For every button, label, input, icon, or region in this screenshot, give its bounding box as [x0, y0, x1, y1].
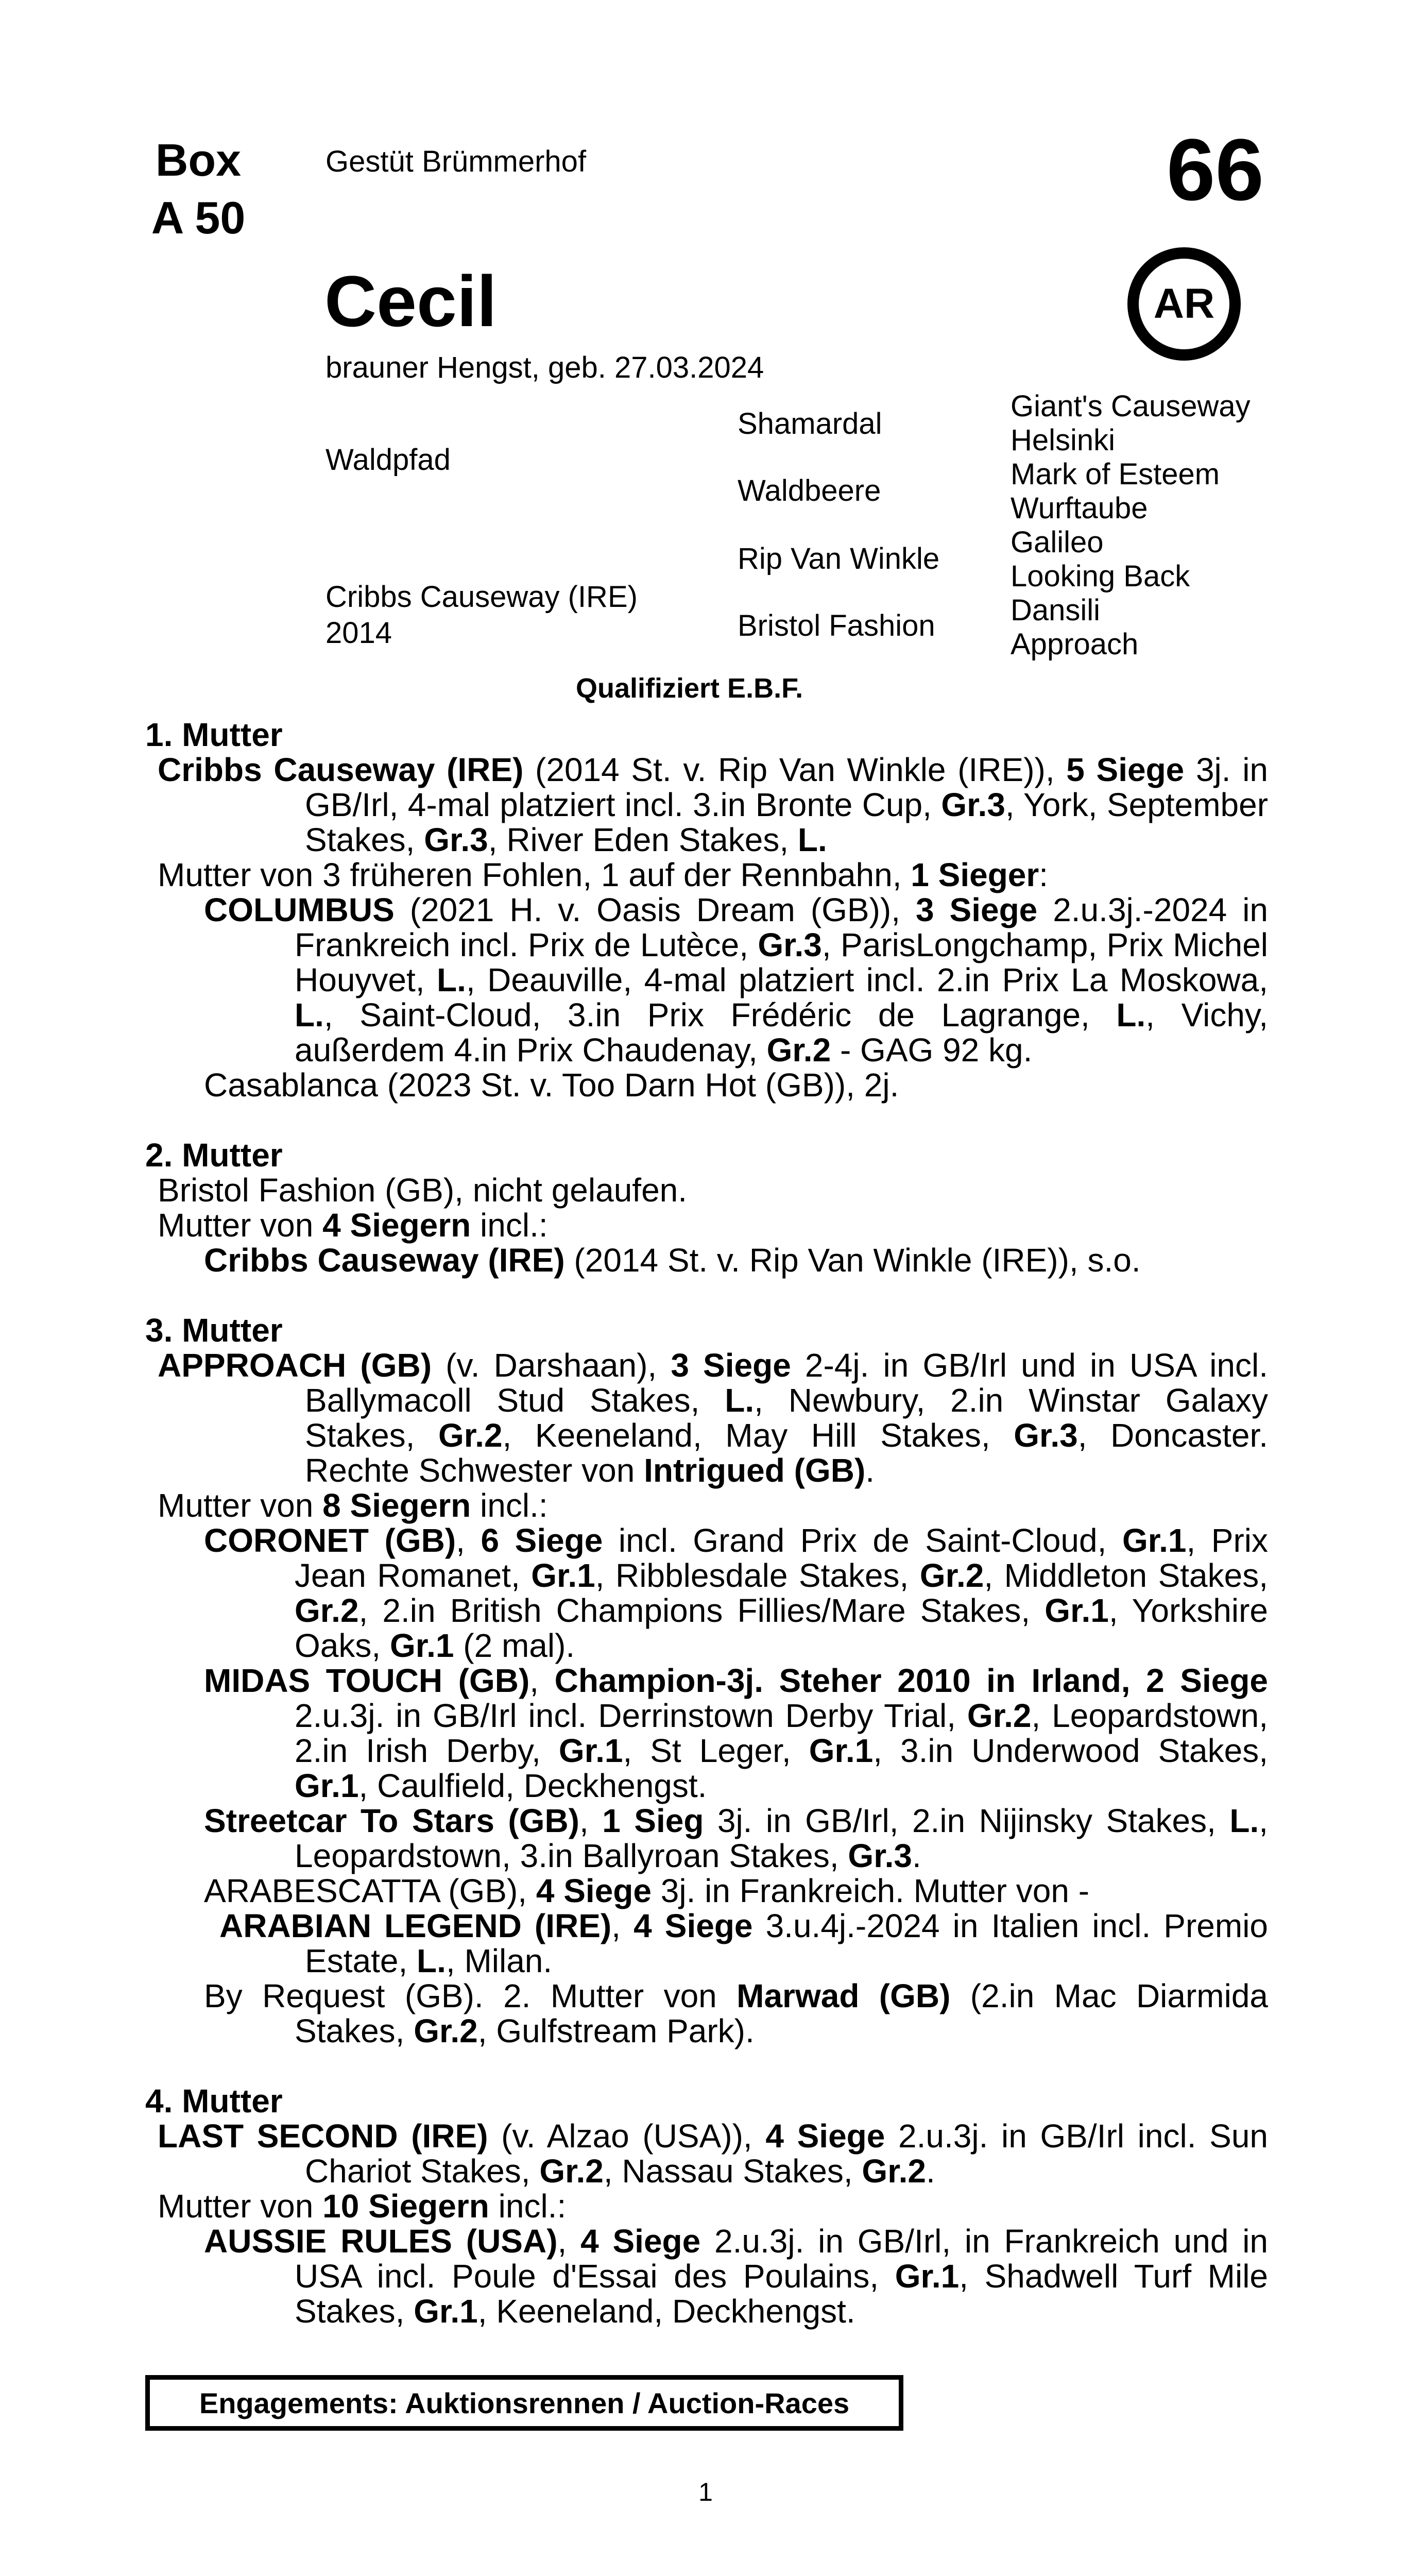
- box-number: A 50: [151, 192, 246, 243]
- pedigree-dam-year: 2014: [326, 616, 392, 650]
- bold-text: COLUMBUS: [204, 891, 395, 928]
- bold-text: L.: [437, 961, 466, 998]
- bold-text: MIDAS TOUCH (GB): [204, 1662, 530, 1699]
- pedigree-great-grandparent: Approach: [1011, 628, 1139, 661]
- bold-text: Gr.1: [389, 1627, 454, 1664]
- bold-text: L.: [295, 996, 324, 1033]
- bold-text: Gr.1: [531, 1557, 595, 1594]
- pedigree-grandparent: Shamardal: [738, 407, 882, 440]
- lot-number: 66: [1166, 121, 1264, 219]
- section-heading: 3. Mutter: [145, 1312, 283, 1349]
- bold-text: Gr.3: [848, 1837, 912, 1874]
- bold-text: Gr.2: [862, 2153, 926, 2190]
- pedigree-entry: COLUMBUS (2021 H. v. Oasis Dream (GB)), 3 Siege 2.u.3j.-2024 in Frankreich incl. Prix de Lutèce, Gr.3, ParisLongchamp, Prix Michel Houyvet, L., Deauville, 4-mal platziert incl. 2.in Prix La Moskowa, L., Saint-Cloud, 3.in Prix Frédéric de Lagrange, L., Vichy, außerdem 4.in Prix Chaudenay, Gr.2 - GAG 92 kg.: [204, 891, 1269, 1069]
- pedigree-entry: By Request (GB). 2. Mutter von Marwad (GB) (2.in Mac Diarmida Stakes, Gr.2, Gulfstream Park).: [204, 1977, 1268, 2049]
- bold-text: Gr.1: [558, 1732, 623, 1769]
- pedigree-entry: AUSSIE RULES (USA), 4 Siege 2.u.3j. in GB/Irl, in Frankreich und in USA incl. Poule d'Essai des Poulains, Gr.1, Shadwell Turf Mile Stakes, Gr.1, Keeneland, Deckhengst.: [204, 2223, 1269, 2330]
- bold-text: Gr.3: [424, 821, 488, 858]
- pedigree-great-grandparent: Mark of Esteem: [1011, 457, 1220, 491]
- pedigree-great-grandparent: Looking Back: [1011, 560, 1190, 593]
- bold-text: Gr.3: [941, 786, 1005, 823]
- bold-text: APPROACH (GB): [158, 1347, 432, 1384]
- bold-text: Gr.2: [295, 1592, 359, 1629]
- box-label: [149, 131, 247, 247]
- bold-text: 3 Siege: [915, 891, 1038, 928]
- bold-text: L.: [417, 1942, 446, 1979]
- bold-text: AUSSIE RULES (USA): [204, 2223, 558, 2260]
- bold-text: L.: [725, 1382, 755, 1419]
- bold-text: Gr.3: [1014, 1417, 1078, 1454]
- bold-text: Cribbs Causeway (IRE): [204, 1242, 565, 1279]
- bold-text: 1 Sieg: [602, 1802, 704, 1839]
- ar-badge-icon: [1127, 247, 1241, 361]
- pedigree-great-grandparent: Giant's Causeway: [1011, 389, 1251, 423]
- bold-text: 4 Siege: [580, 2223, 701, 2260]
- pedigree-great-grandparent: Dansili: [1011, 594, 1101, 627]
- bold-text: 4 Siege: [765, 2117, 885, 2155]
- pedigree-entry: Mutter von 4 Siegern incl.:: [158, 1207, 548, 1244]
- page-number: 1: [698, 2478, 713, 2506]
- bold-text: Gr.2: [919, 1557, 984, 1594]
- section-heading: 4. Mutter: [145, 2082, 283, 2120]
- bold-text: Gr.1: [414, 2293, 478, 2330]
- pedigree-dam: Cribbs Causeway (IRE): [326, 580, 638, 614]
- pedigree-grandparent: Waldbeere: [738, 474, 881, 507]
- bold-text: LAST SECOND (IRE): [158, 2117, 488, 2155]
- bold-text: 6 Siege: [481, 1522, 603, 1559]
- bold-text: 3 Siege: [671, 1347, 791, 1384]
- pedigree-entry: Streetcar To Stars (GB), 1 Sieg 3j. in GB/Irl, 2.in Nijinsky Stakes, L., Leopardstown, 3.in Ballyroan Stakes, Gr.3.: [204, 1802, 1269, 1874]
- stud-name: Gestüt Brümmerhof: [326, 145, 587, 178]
- pedigree-sire: Waldpfad: [326, 443, 451, 477]
- pedigree-great-grandparent: Wurftaube: [1011, 492, 1148, 525]
- bold-text: 4 Siege: [633, 1907, 753, 1944]
- pedigree-entry: Bristol Fashion (GB), nicht gelaufen.: [158, 1172, 688, 1209]
- box-word: Box: [155, 134, 242, 185]
- bold-text: Gr.1: [1045, 1592, 1109, 1629]
- pedigree-entry: MIDAS TOUCH (GB), Champion-3j. Steher 2010 in Irland, 2 Siege 2.u.3j. in GB/Irl incl. Derrinstown Derby Trial, Gr.2, Leopardstown, 2.in Irish Derby, Gr.1, St Leger, Gr.1, 3.in Underwood Stakes, Gr.1, Caulfield, Deckhengst.: [204, 1662, 1269, 1804]
- bold-text: Gr.2: [539, 2153, 604, 2190]
- section-heading: 1. Mutter: [145, 716, 283, 753]
- pedigree-entry: APPROACH (GB) (v. Darshaan), 3 Siege 2-4j. in GB/Irl und in USA incl. Ballymacoll Stud Stakes, L., Newbury, 2.in Winstar Galaxy Stakes, Gr.2, Keeneland, May Hill Stakes, Gr.3, Doncaster. Rechte Schwester von Intrigued (GB).: [158, 1347, 1269, 1489]
- bold-text: 8 Siegern: [322, 1487, 471, 1524]
- dam-line-content: [145, 717, 1268, 2329]
- qualification: Qualifiziert E.B.F.: [576, 673, 803, 704]
- bold-text: Intrigued (GB): [644, 1452, 866, 1489]
- section-heading: 2. Mutter: [145, 1137, 283, 1174]
- horse-name: Cecil: [324, 261, 497, 342]
- bold-text: ARABIAN LEGEND (IRE): [219, 1907, 612, 1944]
- horse-description: brauner Hengst, geb. 27.03.2024: [326, 351, 764, 384]
- bold-text: Marwad (GB): [737, 1977, 951, 2014]
- bold-text: Gr.1: [895, 2258, 960, 2295]
- bold-text: L.: [797, 821, 827, 858]
- pedigree-great-grandparent: Galileo: [1011, 526, 1104, 559]
- bold-text: 10 Siegern: [322, 2188, 489, 2225]
- pedigree-great-grandparent: Helsinki: [1011, 423, 1116, 457]
- bold-text: Gr.3: [758, 926, 822, 963]
- pedigree-entry: LAST SECOND (IRE) (v. Alzao (USA)), 4 Siege 2.u.3j. in GB/Irl incl. Sun Chariot Stakes, Gr.2, Nassau Stakes, Gr.2.: [158, 2117, 1269, 2190]
- bold-text: Gr.2: [438, 1417, 503, 1454]
- bold-text: L.: [1116, 996, 1146, 1033]
- bold-text: L.: [1229, 1802, 1259, 1839]
- bold-text: CORONET (GB): [204, 1522, 456, 1559]
- pedigree-grandparent: Bristol Fashion: [738, 609, 935, 642]
- bold-text: Gr.2: [766, 1031, 831, 1069]
- pedigree-entry: Cribbs Causeway (IRE) (2014 St. v. Rip Van Winkle (IRE)), 5 Siege 3j. in GB/Irl, 4-mal platziert incl. 3.in Bronte Cup, Gr.3, York, September Stakes, Gr.3, River Eden Stakes, L.: [158, 751, 1269, 858]
- pedigree-entry: ARABESCATTA (GB), 4 Siege 3j. in Frankreich. Mutter von -: [204, 1872, 1090, 1909]
- pedigree-entry: Mutter von 3 früheren Fohlen, 1 auf der Rennbahn, 1 Sieger:: [158, 856, 1049, 893]
- bold-text: Gr.1: [295, 1767, 359, 1804]
- pedigree-grandparent: Rip Van Winkle: [738, 542, 940, 575]
- bold-text: Cribbs Causeway (IRE): [158, 751, 524, 788]
- bold-text: Streetcar To Stars (GB): [204, 1802, 579, 1839]
- pedigree-entry: CORONET (GB), 6 Siege incl. Grand Prix de Saint-Cloud, Gr.1, Prix Jean Romanet, Gr.1, Ribblesdale Stakes, Gr.2, Middleton Stakes, Gr.2, 2.in British Champions Fillies/Mare Stakes, Gr.1, Yorkshire Oaks, Gr.1 (2 mal).: [204, 1522, 1269, 1664]
- engagements-text: Engagements: Auktionsrennen / Auction-Races: [199, 2386, 850, 2419]
- pedigree-entry: Mutter von 10 Siegern incl.:: [158, 2188, 567, 2225]
- engagements-box: [145, 2375, 903, 2431]
- pedigree-entry: ARABIAN LEGEND (IRE), 4 Siege 3.u.4j.-2024 in Italien incl. Premio Estate, L., Milan.: [219, 1907, 1269, 1979]
- bold-text: Champion-3j. Steher 2010 in Irland, 2 Siege: [554, 1662, 1269, 1699]
- pedigree-entry: Mutter von 8 Siegern incl.:: [158, 1487, 548, 1524]
- bold-text: Gr.1: [1122, 1522, 1187, 1559]
- bold-text: 5 Siege: [1066, 751, 1185, 788]
- bold-text: 4 Siege: [536, 1872, 652, 1909]
- pedigree-entry: Casablanca (2023 St. v. Too Darn Hot (GB)), 2j.: [204, 1066, 899, 1104]
- pedigree-entry: Cribbs Causeway (IRE) (2014 St. v. Rip Van Winkle (IRE)), s.o.: [204, 1242, 1141, 1279]
- bold-text: Gr.1: [809, 1732, 874, 1769]
- bold-text: 4 Siegern: [322, 1207, 471, 1244]
- bold-text: Gr.2: [414, 2012, 478, 2049]
- ar-badge-label: AR: [1153, 280, 1215, 327]
- bold-text: Gr.2: [967, 1697, 1032, 1734]
- bold-text: 1 Sieger: [911, 856, 1039, 893]
